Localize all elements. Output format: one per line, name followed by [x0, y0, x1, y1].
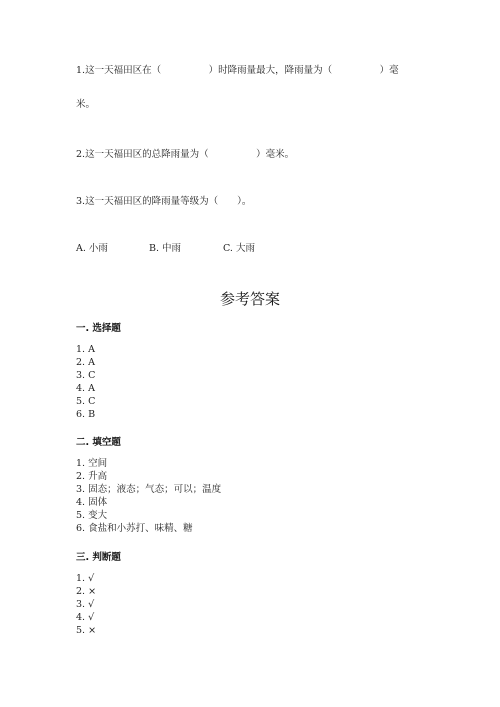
list-item: 2. 升高 [76, 470, 108, 482]
section-heading-true-false: 三. 判断题 [76, 552, 121, 563]
section-heading-fill-blank: 二. 填空题 [76, 437, 121, 448]
list-item: 4. √ [76, 611, 95, 623]
list-item: 2. A [76, 356, 95, 368]
question-3: 3.这一天福田区的降雨量等级为（ ）。 [76, 196, 252, 207]
list-item: 1. √ [76, 573, 95, 584]
list-item: 1. A [76, 344, 95, 355]
answer-list-choice [76, 344, 95, 421]
list-item: 5. 变大 [76, 509, 108, 521]
list-item: 4. 固体 [76, 496, 108, 508]
list-item: 6. 食盐和小苏打、味精、糖 [76, 522, 193, 534]
list-item: 3. C [76, 369, 96, 381]
list-item: 6. B [76, 408, 96, 420]
question-1-line-1: 1.这一天福田区在（ ）时降雨量最大，降雨量为（ ）毫 [76, 65, 399, 76]
list-item: 3. √ [76, 598, 95, 610]
answer-key-title: 参考答案 [219, 290, 280, 308]
answer-list-fill-blank [76, 458, 221, 535]
list-item: 1. 空间 [76, 458, 108, 469]
list-item: 5. C [76, 395, 96, 407]
option-a: A. 小雨 [76, 243, 108, 254]
option-c: C. 大雨 [223, 243, 255, 254]
list-item: 3. 固态；液态；气态；可以；温度 [76, 483, 222, 495]
list-item: 2. × [76, 585, 97, 597]
list-item: 4. A [76, 382, 95, 394]
answer-list-true-false [76, 573, 96, 638]
section-heading-choice: 一. 选择题 [76, 323, 121, 334]
list-item: 5. × [76, 624, 97, 636]
question-1-line-2: 米。 [76, 99, 96, 110]
option-b: B. 中雨 [149, 243, 182, 254]
question-2: 2.这一天福田区的总降雨量为（ ）毫米。 [76, 149, 295, 160]
